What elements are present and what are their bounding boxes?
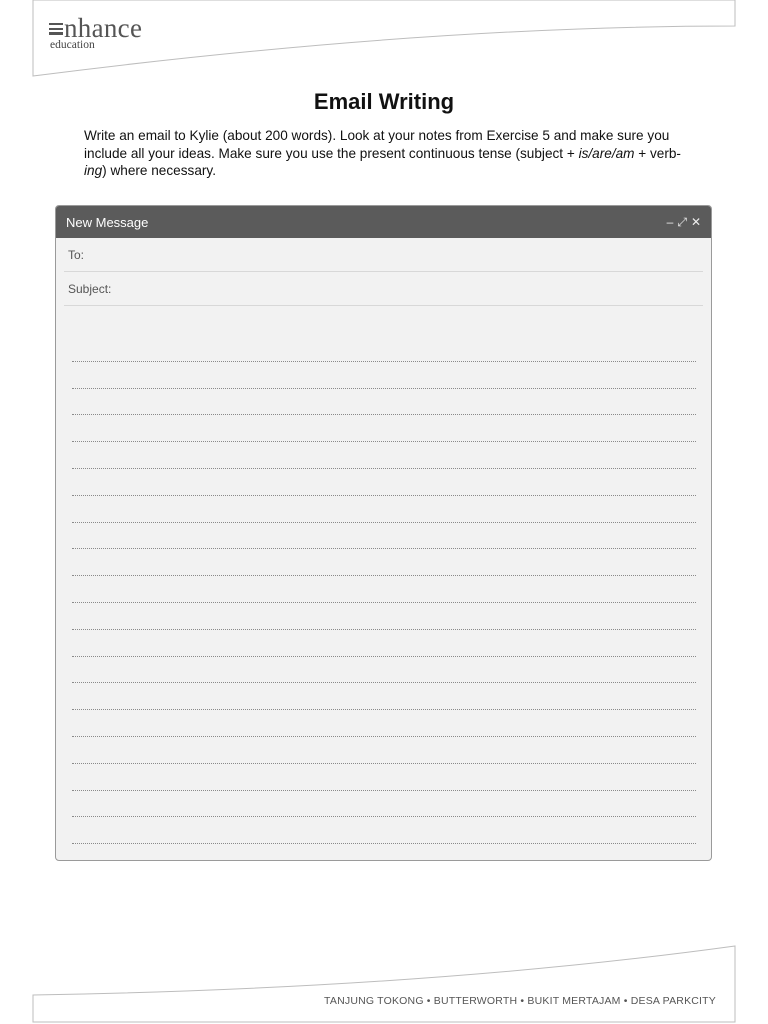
writing-line[interactable] <box>72 549 696 576</box>
writing-line[interactable] <box>72 496 696 523</box>
writing-line[interactable] <box>72 442 696 469</box>
writing-line[interactable] <box>72 603 696 630</box>
instructions <box>84 127 684 180</box>
subject-label: Subject: <box>68 281 112 296</box>
writing-line[interactable] <box>72 764 696 791</box>
logo-sub-text: education <box>50 39 95 51</box>
instructions-text-3: ) where necessary. <box>102 163 216 178</box>
writing-line[interactable] <box>72 737 696 764</box>
expand-icon[interactable]: ⤢ <box>677 214 687 229</box>
writing-line[interactable] <box>72 335 696 362</box>
instructions-text-2: + verb- <box>634 145 681 161</box>
compose-header <box>56 206 711 238</box>
message-body[interactable] <box>72 335 696 844</box>
minimize-icon[interactable]: – <box>666 215 674 229</box>
writing-line[interactable] <box>72 523 696 550</box>
writing-line[interactable] <box>72 389 696 416</box>
compose-window <box>55 205 712 861</box>
instructions-italic-2: ing <box>84 163 103 178</box>
enhance-logo <box>49 14 142 51</box>
compose-title: New Message <box>66 214 149 230</box>
to-field[interactable] <box>64 238 703 272</box>
footer-decoration <box>0 940 768 1024</box>
footer-locations: TANJUNG TOKONG • BUTTERWORTH • BUKIT MERTAJAM • DESA PARKCITY <box>324 995 716 1007</box>
instructions-italic-1: is/are/am <box>578 145 635 161</box>
writing-line[interactable] <box>72 710 696 737</box>
writing-line[interactable] <box>72 817 696 844</box>
writing-line[interactable] <box>72 469 696 496</box>
window-controls <box>667 215 701 230</box>
page-title: Email Writing <box>313 89 455 114</box>
writing-line[interactable] <box>72 630 696 657</box>
writing-line[interactable] <box>72 683 696 710</box>
writing-line[interactable] <box>72 657 696 684</box>
instructions-text-1: Write an email to Kylie (about 200 words). Look at your notes from Exercise 5 and make sure you include all your ideas. Make sure you use the present continuous tense (subject + <box>84 128 670 161</box>
writing-line[interactable] <box>72 791 696 818</box>
logo-main-text: nhance <box>64 13 143 43</box>
close-icon[interactable]: ✕ <box>690 215 701 229</box>
subject-field[interactable] <box>64 272 703 306</box>
writing-line[interactable] <box>72 415 696 442</box>
logo-bars-icon <box>49 23 63 37</box>
writing-line[interactable] <box>72 576 696 603</box>
to-label: To: <box>68 247 85 262</box>
writing-line[interactable] <box>72 362 696 389</box>
